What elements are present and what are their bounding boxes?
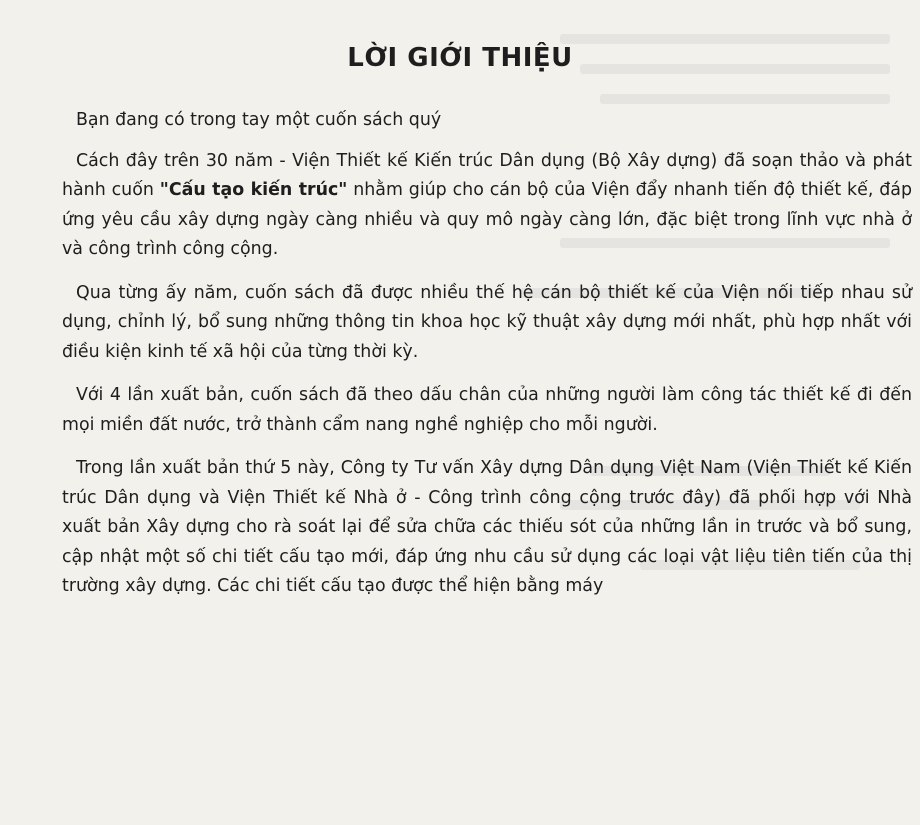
document-body bbox=[62, 106, 912, 616]
paragraph-text: Cách đây trên 30 năm - Viện Thiết kế Kiến trúc Dân dụng (Bộ Xây dựng) đã soạn thảo và phát hành cuốn bbox=[62, 150, 912, 200]
paragraph bbox=[62, 147, 912, 265]
paragraph bbox=[62, 381, 912, 440]
paragraph-text: nhằm giúp cho cán bộ của Viện đẩy nhanh tiến độ thiết kế, đáp ứng yêu cầu xây dựng ngày càng nhiều và quy mô ngày càng lớn, đặc biệt trong lĩnh vực nhà ở và công trình công cộng. bbox=[62, 180, 912, 259]
paragraph bbox=[62, 106, 912, 136]
paragraph bbox=[62, 454, 912, 602]
page-title: LỜI GIỚI THIỆU bbox=[347, 43, 573, 74]
paragraph-text: Trong lần xuất bản thứ 5 này, Công ty Tư vấn Xây dựng Dân dụng Việt Nam (Viện Thiết kế Kiến trúc Dân dụng và Viện Thiết kế Nhà ở - Công trình công cộng trước đây) đã phối hợp với Nhà xuất bản Xây dựng cho rà soát lại để sửa chữa các thiếu sót của những lần in trước và bổ sung, cập nhật một số chi tiết cấu tạo mới, đáp ứng nhu cầu sử dụng các loại vật liệu tiên tiến của thị trường xây dựng. Các chi tiết cấu tạo được thể hiện bằng máy bbox=[62, 458, 912, 596]
bold-text: "Cấu tạo kiến trúc" bbox=[159, 180, 348, 200]
paragraph-text: Với 4 lần xuất bản, cuốn sách đã theo dấu chân của những người làm công tác thiết kế đi đến mọi miền đất nước, trở thành cẩm nang nghề nghiệp cho mỗi người. bbox=[62, 385, 912, 435]
paragraph-text: Bạn đang có trong tay một cuốn sách quý bbox=[76, 110, 442, 130]
paragraph-text: Qua từng ấy năm, cuốn sách đã được nhiều thế hệ cán bộ thiết kế của Viện nối tiếp nhau sử dụng, chỉnh lý, bổ sung những thông tin khoa học kỹ thuật xây dựng mới nhất, phù hợp nhất với điều kiện kinh tế xã hội của từng thời kỳ. bbox=[62, 282, 912, 362]
paragraph bbox=[62, 279, 912, 368]
